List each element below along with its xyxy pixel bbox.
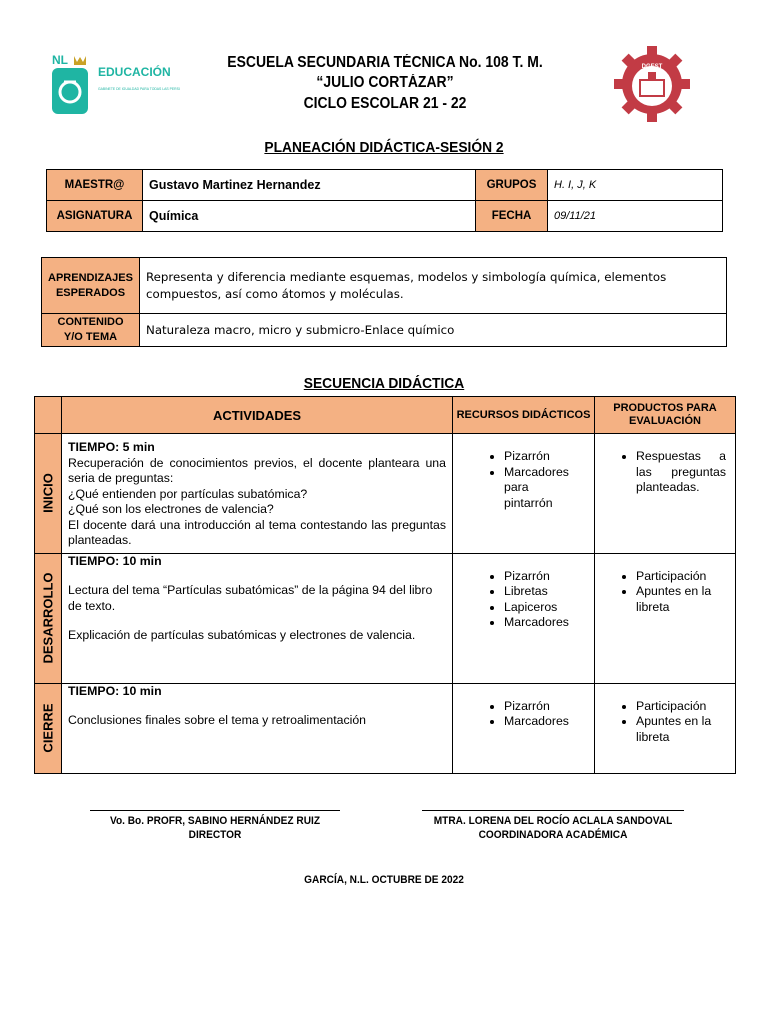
date-value: 09/11/21: [548, 201, 723, 232]
list-item: • Pizarrón: [504, 699, 593, 715]
logo-badge-text: NL: [52, 53, 68, 67]
education-logo: [50, 52, 180, 122]
signature-line-right: [422, 810, 684, 811]
list-item: • Participación: [636, 569, 726, 585]
activity-time: TIEMPO: 10 min: [68, 683, 162, 698]
expected-label-line1: APRENDIZAJES: [48, 271, 133, 284]
activity-cell: [62, 434, 453, 554]
activity-cell: [62, 683, 453, 773]
activity-line: Conclusiones finales sobre el tema y retroalimentación: [68, 713, 367, 727]
groups-label: GRUPOS: [476, 170, 548, 201]
expected-value: Representa y diferencia mediante esquemas, modelos y simbología química, elementos compuestos, así como átomos y moléculas.: [140, 258, 727, 314]
expected-label: [42, 258, 140, 314]
activity-line: ¿Qué son los electrones de valencia?: [68, 502, 274, 516]
phase-label: CIERRE: [40, 703, 56, 753]
phase-header: [35, 397, 62, 434]
date-label: FECHA: [476, 201, 548, 232]
logo-subtext: GABINETE DE IGUALDAD PARA TODAS LAS PERSONAS: [98, 87, 180, 91]
groups-value: H. I, J, K: [548, 170, 723, 201]
sequence-table: [34, 396, 736, 774]
table-row: [35, 683, 736, 773]
signature-left-name: Vo. Bo. PROFR, SABINO HERNÁNDEZ RUIZ: [109, 815, 321, 827]
content-label: [42, 314, 140, 347]
products-cell: [595, 683, 736, 773]
table-row: [35, 553, 736, 683]
list-item: • Marcadores: [504, 615, 593, 631]
content-label-line1: CONTENIDO: [57, 316, 124, 328]
activity-line: ¿Qué entienden por partículas subatómica?: [68, 486, 308, 501]
school-name: ESCUELA SECUNDARIA TÉCNICA No. 108 T. M.: [227, 54, 543, 71]
list-item: • Pizarrón: [504, 449, 593, 465]
expected-label-line2: ESPERADOS: [55, 286, 126, 299]
activity-time: TIEMPO: 10 min: [68, 553, 162, 568]
phase-cierre: [35, 683, 62, 773]
phase-label: INICIO: [40, 473, 56, 514]
signature-line-left: [90, 810, 340, 811]
activity-cell: [62, 553, 453, 683]
signature-left-role: DIRECTOR: [188, 829, 242, 841]
resources-cell: [453, 434, 595, 554]
resources-cell: [453, 553, 595, 683]
page-title: PLANEACIÓN DIDÁCTICA-SESIÓN 2: [264, 139, 504, 156]
list-item: • Marcadores para pintarrón: [504, 465, 593, 512]
footer-place-date: GARCÍA, N.L. OCTUBRE DE 2022: [304, 874, 464, 886]
list-item: • Apuntes en la libreta: [636, 714, 726, 745]
signature-left: [82, 814, 349, 842]
list-item: • Libretas: [504, 584, 593, 600]
teacher-label: MAESTR@: [47, 170, 143, 201]
products-header: [595, 397, 736, 434]
products-cell: [595, 553, 736, 683]
products-header-line1: PRODUCTOS PARA: [613, 402, 717, 414]
subject-value: Química: [143, 201, 476, 232]
seal-text: DGEST: [641, 64, 663, 70]
phase-desarrollo: [35, 553, 62, 683]
list-item: • Lapiceros: [504, 600, 593, 616]
list-item: • Apuntes en la libreta: [636, 584, 726, 615]
subject-label: ASIGNATURA: [47, 201, 143, 232]
activity-line: Recuperación de conocimientos previos, el docente planteara una seria de preguntas:: [68, 455, 446, 485]
products-header-line2: EVALUACIÓN: [629, 415, 701, 427]
school-cycle: CICLO ESCOLAR 21 - 22: [303, 95, 467, 112]
school-nickname: “JULIO CORTÁZAR”: [316, 74, 454, 91]
activity-line: El docente dará una introducción al tema contestando las preguntas planteadas.: [68, 517, 446, 547]
phase-inicio: [35, 434, 62, 554]
content-label-line2: Y/O TEMA: [63, 331, 118, 343]
list-item: • Respuestas a las preguntas planteadas.: [636, 449, 726, 496]
list-item: • Marcadores: [504, 714, 593, 730]
products-cell: [595, 434, 736, 554]
teacher-value: Gustavo Martinez Hernandez: [143, 170, 476, 201]
resources-header: RECURSOS DIDÁCTICOS: [453, 397, 595, 434]
signature-right: [406, 814, 700, 842]
activity-time: TIEMPO: 5 min: [68, 440, 155, 454]
dgest-seal: [612, 44, 692, 124]
signature-right-role: COORDINADORA ACADÉMICA: [478, 829, 628, 841]
phase-label: DESARROLLO: [40, 572, 56, 664]
list-item: • Pizarrón: [504, 569, 593, 585]
list-item: • Participación: [636, 699, 726, 715]
resources-cell: [453, 683, 595, 773]
learning-table: [41, 257, 727, 347]
activities-header: ACTIVIDADES: [62, 397, 453, 434]
info-table: [46, 169, 723, 232]
activity-line: Explicación de partículas subatómicas y electrones de valencia.: [68, 628, 416, 642]
logo-text: EDUCACIÓN: [98, 65, 171, 79]
activity-line: Lectura del tema “Partículas subatómicas” de la página 94 del libro de texto.: [68, 583, 433, 613]
sequence-title: SECUENCIA DIDÁCTICA: [303, 375, 465, 392]
signature-right-name: MTRA. LORENA DEL ROCÍO ACLALA SANDOVAL: [433, 815, 673, 827]
table-row: [35, 434, 736, 554]
content-value: Naturaleza macro, micro y submicro-Enlace químico: [140, 314, 727, 347]
